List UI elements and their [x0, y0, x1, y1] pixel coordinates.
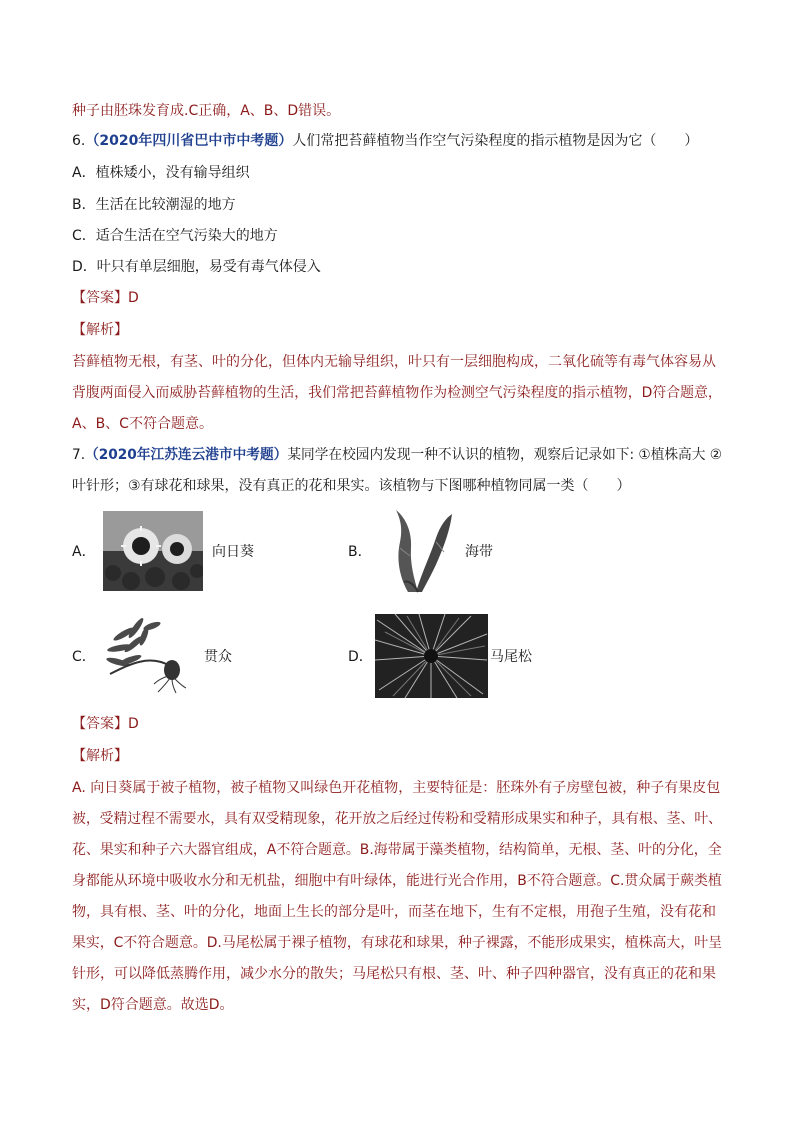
q7-analysis-line: 针形，可以降低蒸腾作用，减少水分的散失；马尾松只有根、茎、叶、种子四种器官，没有真正的花和果	[72, 966, 716, 982]
q6-number: 6.	[72, 133, 86, 149]
q6-option-c: C．适合生活在空气污染大的地方	[72, 228, 278, 244]
q7-option-c-caption: 贯众	[204, 649, 232, 665]
q6-option-a: A．植株矮小，没有输导组织	[72, 165, 250, 181]
q6-analysis-line: A、B、C不符合题意。	[72, 416, 213, 432]
q7-number: 7.	[72, 447, 86, 463]
q7-stem-line1	[72, 445, 722, 465]
kelp-drawing-icon	[378, 508, 458, 594]
q7-stem-line2: 叶针形；③有球花和球果，没有真正的花和果实。该植物与下图哪种植物同属一类（ ）	[72, 478, 631, 494]
q7-stem-text: 某同学在校园内发现一种不认识的植物，观察后记录如下: ①植株高大 ②	[287, 447, 723, 463]
pine-photo-icon	[375, 614, 488, 698]
q7-option-d-label: D．	[348, 649, 373, 665]
q7-analysis-line: 花、果实和种子六大器官组成，A不符合题意。B.海带属于藻类植物，结构简单，无根、茎、叶的分化，全	[72, 842, 722, 858]
q6-option-b: B．生活在比较潮湿的地方	[72, 197, 236, 213]
sunflower-photo-icon	[103, 511, 203, 591]
q7-analysis-line: A. 向日葵属于被子植物，被子植物又叫绿色开花植物，主要特征是：胚珠外有子房壁包被，种子有果皮包	[72, 780, 721, 796]
q6-answer: 【答案】D	[72, 290, 139, 306]
q7-source: （2020年江苏连云港市中考题）	[85, 447, 288, 463]
q7-option-b-caption: 海带	[465, 544, 493, 560]
q7-analysis-line: 身都能从环境中吸收水分和无机盐，细胞中有叶绿体，能进行光合作用，B不符合题意。C.贯众属于蕨类植	[72, 873, 722, 889]
q7-option-a-caption: 向日葵	[212, 544, 254, 560]
q7-analysis-line: 果实，C不符合题意。D.马尾松属于裸子植物，有球花和球果，种子裸露，不能形成果实，植株高大，叶呈	[72, 935, 723, 951]
q7-option-d-caption: 马尾松	[490, 649, 532, 665]
q7-option-b-label: B．	[348, 544, 372, 560]
q6-analysis-line: 苔藓植物无根，有茎、叶的分化，但体内无输导组织，叶只有一层细胞构成，二氧化硫等有毒气体容易从	[72, 354, 716, 370]
q7-answer: 【答案】D	[72, 716, 139, 732]
q6-option-d: D．叶只有单层细胞，易受有毒气体侵入	[72, 259, 321, 275]
q7-analysis-title: 【解析】	[72, 748, 128, 764]
q6-analysis-title: 【解析】	[72, 322, 128, 338]
q7-analysis-line: 实，D符合题意。故选D。	[72, 997, 234, 1013]
q6-stem-text: 人们常把苔藓植物当作空气污染程度的指示植物是因为它（ ）	[292, 133, 699, 149]
q7-option-a-label: A．	[72, 544, 96, 560]
q7-analysis-line: 物，具有根、茎、叶的分化，地面上生长的部分是叶，而茎在地下，生有不定根，用孢子生殖，没有花和	[72, 904, 716, 920]
q7-option-c-label: C．	[72, 649, 96, 665]
q7-analysis-line: 被，受精过程不需要水，具有双受精现象，花开放之后经过传粉和受精形成果实和种子，具有根、茎、叶、	[72, 811, 722, 827]
q6-stem	[72, 131, 698, 151]
q6-source: （2020年四川省巴中市中考题）	[85, 133, 293, 149]
q6-analysis-line: 背腹两面侵入而威胁苔藓植物的生活，我们常把苔藓植物作为检测空气污染程度的指示植物，D符合题意，	[72, 385, 722, 401]
intro-line: 种子由胚珠发育成.C正确，A、B、D错误。	[72, 103, 341, 119]
fern-drawing-icon	[100, 614, 200, 694]
